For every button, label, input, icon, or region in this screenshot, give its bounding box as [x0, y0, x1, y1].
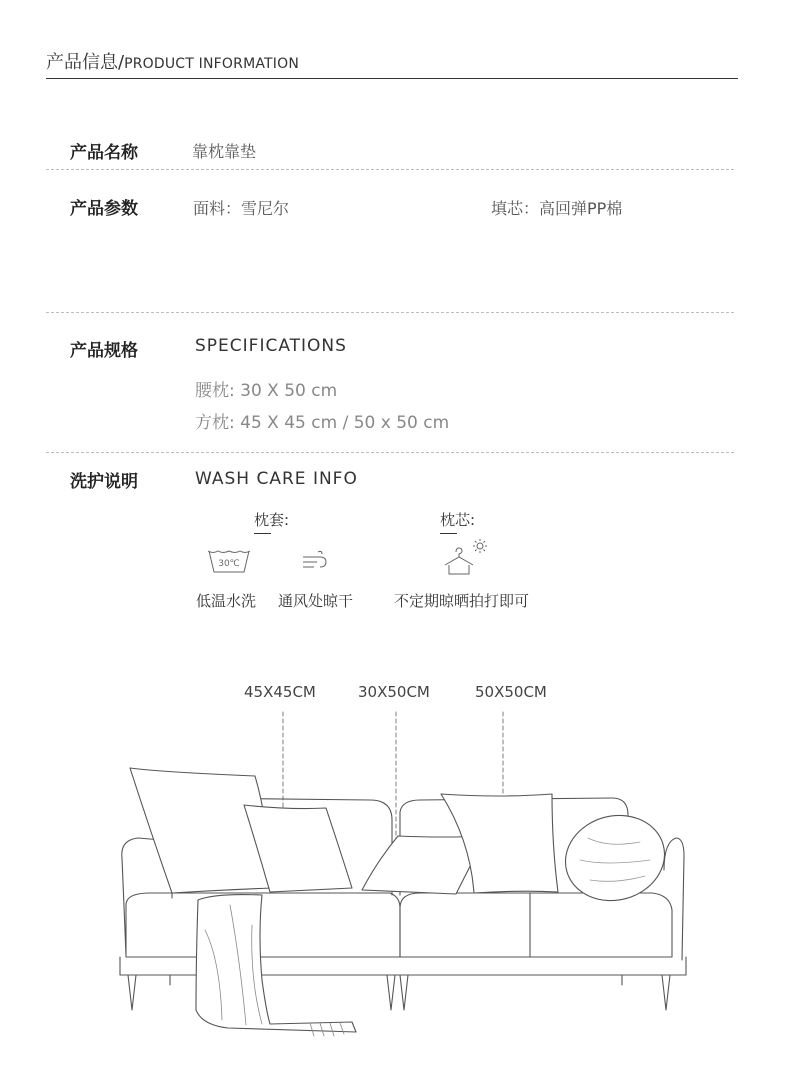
cover-title: 枕套:: [254, 511, 290, 529]
wash-temp-text: 30℃: [218, 559, 240, 569]
row-divider-1: [46, 169, 734, 170]
row-divider-2: [46, 312, 734, 313]
leg-front-left: [128, 975, 136, 1010]
leg-front-right: [662, 975, 670, 1010]
fabric-value: 面料：雪尼尔: [193, 199, 290, 218]
section-title-en: PRODUCT INFORMATION: [124, 56, 300, 72]
row-divider-3: [46, 452, 734, 453]
wind-icon: [300, 548, 330, 576]
hanger-sun-icon: [443, 538, 489, 576]
core-title: 枕芯:: [440, 511, 476, 529]
product-spec-label: 产品规格: [70, 341, 138, 361]
section-title-cn: 产品信息/: [46, 52, 125, 73]
leg-front-middle-left: [387, 975, 395, 1010]
wash-30-icon: [207, 549, 251, 575]
size-label-30x50: 30X50CM: [358, 683, 430, 701]
pillow-large-left: [130, 768, 272, 893]
size-label-45x45: 45X45CM: [244, 683, 316, 701]
care-label: 洗护说明: [70, 472, 138, 492]
product-name-label: 产品名称: [70, 143, 138, 163]
throw-blanket: [196, 895, 356, 1032]
pillow-round: [556, 804, 674, 911]
spec-heading: SPECIFICATIONS: [195, 336, 347, 356]
care-heading: WASH CARE INFO: [195, 469, 358, 489]
wash-text: 低温水洗: [196, 592, 257, 610]
air-dry-text: 通风处晾干: [278, 592, 354, 610]
spec-line-square: 方枕: 45 X 45 cm / 50 x 50 cm: [195, 413, 450, 433]
filling-value: 填芯：高回弹PP棉: [491, 199, 623, 218]
sofa-illustration: [0, 700, 790, 1070]
header-divider: [46, 78, 738, 79]
product-params-label: 产品参数: [70, 199, 138, 219]
size-label-50x50: 50X50CM: [475, 683, 547, 701]
spec-line-waist: 腰枕: 30 X 50 cm: [195, 381, 338, 401]
section-title: [46, 48, 299, 74]
seat-cushion-right: [400, 893, 672, 957]
seat-cushion-left: [126, 893, 400, 957]
sun-dry-text: 不定期晾晒拍打即可: [394, 592, 530, 610]
leg-front-middle-right: [400, 975, 408, 1010]
product-name-value: 靠枕靠垫: [192, 142, 257, 161]
